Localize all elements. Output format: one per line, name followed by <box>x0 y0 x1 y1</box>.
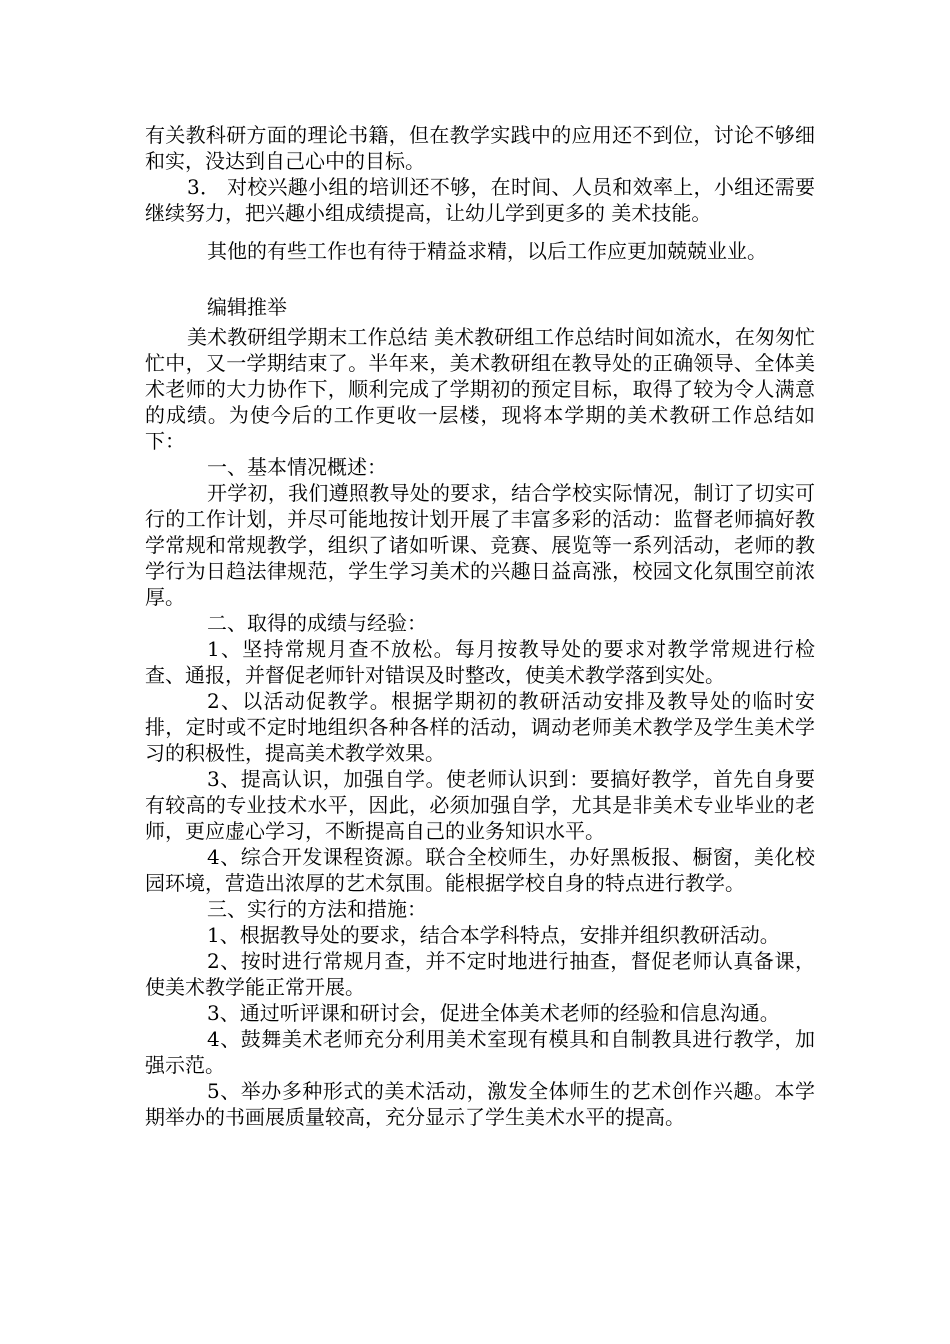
heading-basic-situation: 一、基本情况概述： <box>207 455 387 479</box>
paragraph-continuation: 有关教科研方面的理论书籍，但在教学实践中的应用还不到位，讨论不够细和实，没达到自己心中的目标。 <box>145 123 815 173</box>
paragraph-achievement-1: 1、坚持常规月查不放松。每月按教导处的要求对教学常规进行检查、通报，并督促老师针对错误及时整改，使美术教学落到实处。 <box>145 637 815 687</box>
paragraph-other-work: 其他的有些工作也有待于精益求精，以后工作应更加兢兢业业。 <box>207 239 767 263</box>
paragraph-basic-situation: 开学初，我们遵照教导处的要求，结合学校实际情况，制订了切实可行的工作计划，并尽可能地按计划开展了丰富多彩的活动：监督老师搞好教学常规和常规教学，组织了诸如听课、竞赛、展览等一系列活动，老师的教学行为日趋法律规范，学生学习美术的兴趣日益高涨，校园文化氛围空前浓厚。 <box>145 481 815 609</box>
paragraph-achievement-2: 2、以活动促教学。根据学期初的教研活动安排及教导处的临时安排，定时或不定时地组织各种各样的活动，调动老师美术教学及学生美术学习的积极性，提高美术教学效果。 <box>145 689 815 765</box>
heading-methods: 三、实行的方法和措施： <box>207 897 427 921</box>
paragraph-achievement-4: 4、综合开发课程资源。联合全校师生，办好黑板报、橱窗，美化校园环境，营造出浓厚的艺术氛围。能根据学校自身的特点进行教学。 <box>145 845 815 895</box>
paragraph-method-3: 3、通过听评课和研讨会，促进全体美术老师的经验和信息沟通。 <box>207 1001 780 1025</box>
paragraph-method-1: 1、根据教导处的要求，结合本学科特点，安排并组织教研活动。 <box>207 923 780 947</box>
paragraph-achievement-3: 3、提高认识，加强自学。使老师认识到：要搞好教学，首先自身要有较高的专业技术水平，因此，必须加强自学，尤其是非美术专业毕业的老师，更应虚心学习，不断提高自己的业务知识水平。 <box>145 767 815 843</box>
paragraph-summary-intro: 美术教研组学期末工作总结 美术教研组工作总结时间如流水，在匆匆忙忙中，又一学期结束了。半年来，美术教研组在教导处的正确领导、全体美术老师的大力协作下，顺利完成了学期初的预定目标，取得了较为令人满意的成绩。为使今后的工作更收一层楼，现将本学期的美术教研工作总结如下： <box>145 325 815 453</box>
section-label-recommend: 编辑推举 <box>207 295 287 319</box>
paragraph-method-4: 4、鼓舞美术老师充分利用美术室现有模具和自制教具进行教学，加强示范。 <box>145 1027 815 1077</box>
paragraph-method-2: 2、按时进行常规月查，并不定时地进行抽查，督促老师认真备课，使美术教学能正常开展。 <box>145 949 815 999</box>
paragraph-method-5: 5、举办多种形式的美术活动，激发全体师生的艺术创作兴趣。本学期举办的书画展质量较高，充分显示了学生美术水平的提高。 <box>145 1079 815 1129</box>
paragraph-item-3: 3． 对校兴趣小组的培训还不够，在时间、人员和效率上，小组还需要继续努力，把兴趣小组成绩提高，让幼儿学到更多的 美术技能。 <box>145 175 815 225</box>
document-body <box>145 122 815 1130</box>
heading-achievements: 二、取得的成绩与经验： <box>207 611 427 635</box>
